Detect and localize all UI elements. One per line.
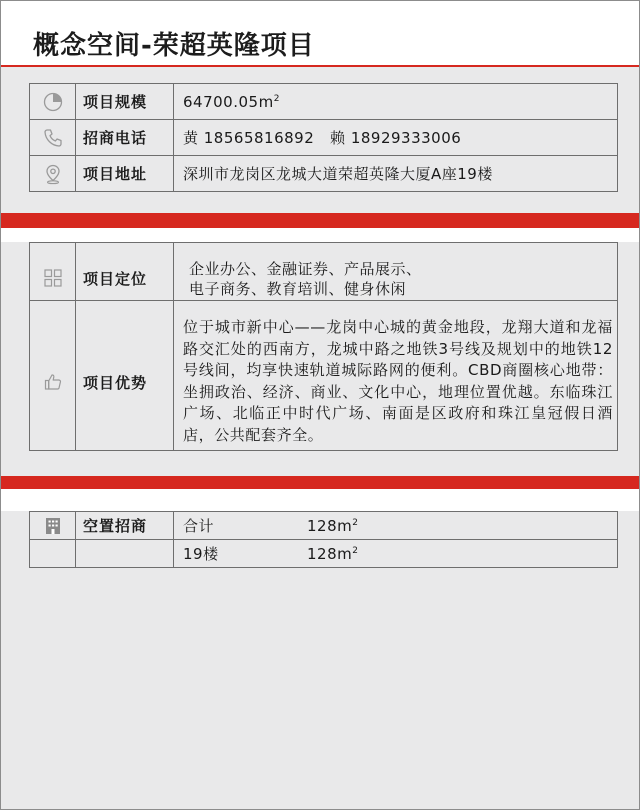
phone-label: 招商电话 <box>76 120 174 156</box>
section-divider <box>1 213 639 228</box>
scale-value: $64700.05m^2$ <box>174 84 618 120</box>
section-spacer <box>1 228 639 242</box>
phone-icon <box>30 120 76 156</box>
address-value: 深圳市龙岗区龙城大道荣超英隆大厦A座19楼 <box>174 156 618 192</box>
table-row <box>30 243 618 301</box>
location-pin-icon <box>30 156 76 192</box>
table-row <box>30 84 618 120</box>
vacancy-row-area: $128m^2$ <box>307 517 359 535</box>
table-row <box>30 540 618 568</box>
grid-icon <box>30 243 76 301</box>
advantage-label: 项目优势 <box>76 301 174 451</box>
vacancy-row-19f <box>174 540 618 568</box>
header <box>1 1 639 67</box>
page-title: 概念空间-荣超英隆项目 <box>33 31 315 61</box>
vacancy-row-name: 合计 <box>183 517 215 535</box>
section-spacer <box>1 489 639 511</box>
advantage-value: 位于城市新中心——龙岗中心城的黄金地段，龙翔大道和龙福路交汇处的西南方，龙城中路之地铁3号线及规划中的地铁12号线间，均享快速轨道城际路网的便利。CBD商圈核心地带：坐拥政治、经济、商业、文化中心，地理位置优越。东临珠江广场、北临正中时代广场、南面是区政府和珠江皇冠假日酒店，公共配套齐全。 <box>174 301 618 451</box>
positioning-line: 企业办公、金融证券、产品展示、 <box>189 259 422 278</box>
pie-chart-icon <box>30 84 76 120</box>
scale-label: 项目规模 <box>76 84 174 120</box>
positioning-line: 电子商务、教育培训、健身休闲 <box>189 279 407 298</box>
basic-info-table <box>29 83 618 192</box>
building-icon <box>30 512 76 540</box>
thumbs-up-icon <box>30 301 76 451</box>
vacancy-table <box>29 511 618 568</box>
details-table <box>29 242 618 451</box>
empty-cell <box>30 540 76 568</box>
table-row <box>30 156 618 192</box>
empty-cell <box>76 540 174 568</box>
table-row <box>30 301 618 451</box>
vacancy-label: 空置招商 <box>76 512 174 540</box>
section-divider <box>1 476 639 489</box>
table-row <box>30 120 618 156</box>
vacancy-row-total <box>174 512 618 540</box>
vacancy-row-name: 19楼 <box>183 545 219 563</box>
positioning-value <box>174 243 618 301</box>
phone-value: 黄 18565816892 赖 18929333006 <box>174 120 618 156</box>
table-row <box>30 512 618 540</box>
positioning-label: 项目定位 <box>76 243 174 301</box>
header-divider <box>1 65 639 67</box>
address-label: 项目地址 <box>76 156 174 192</box>
vacancy-row-area: $128m^2$ <box>307 545 359 563</box>
